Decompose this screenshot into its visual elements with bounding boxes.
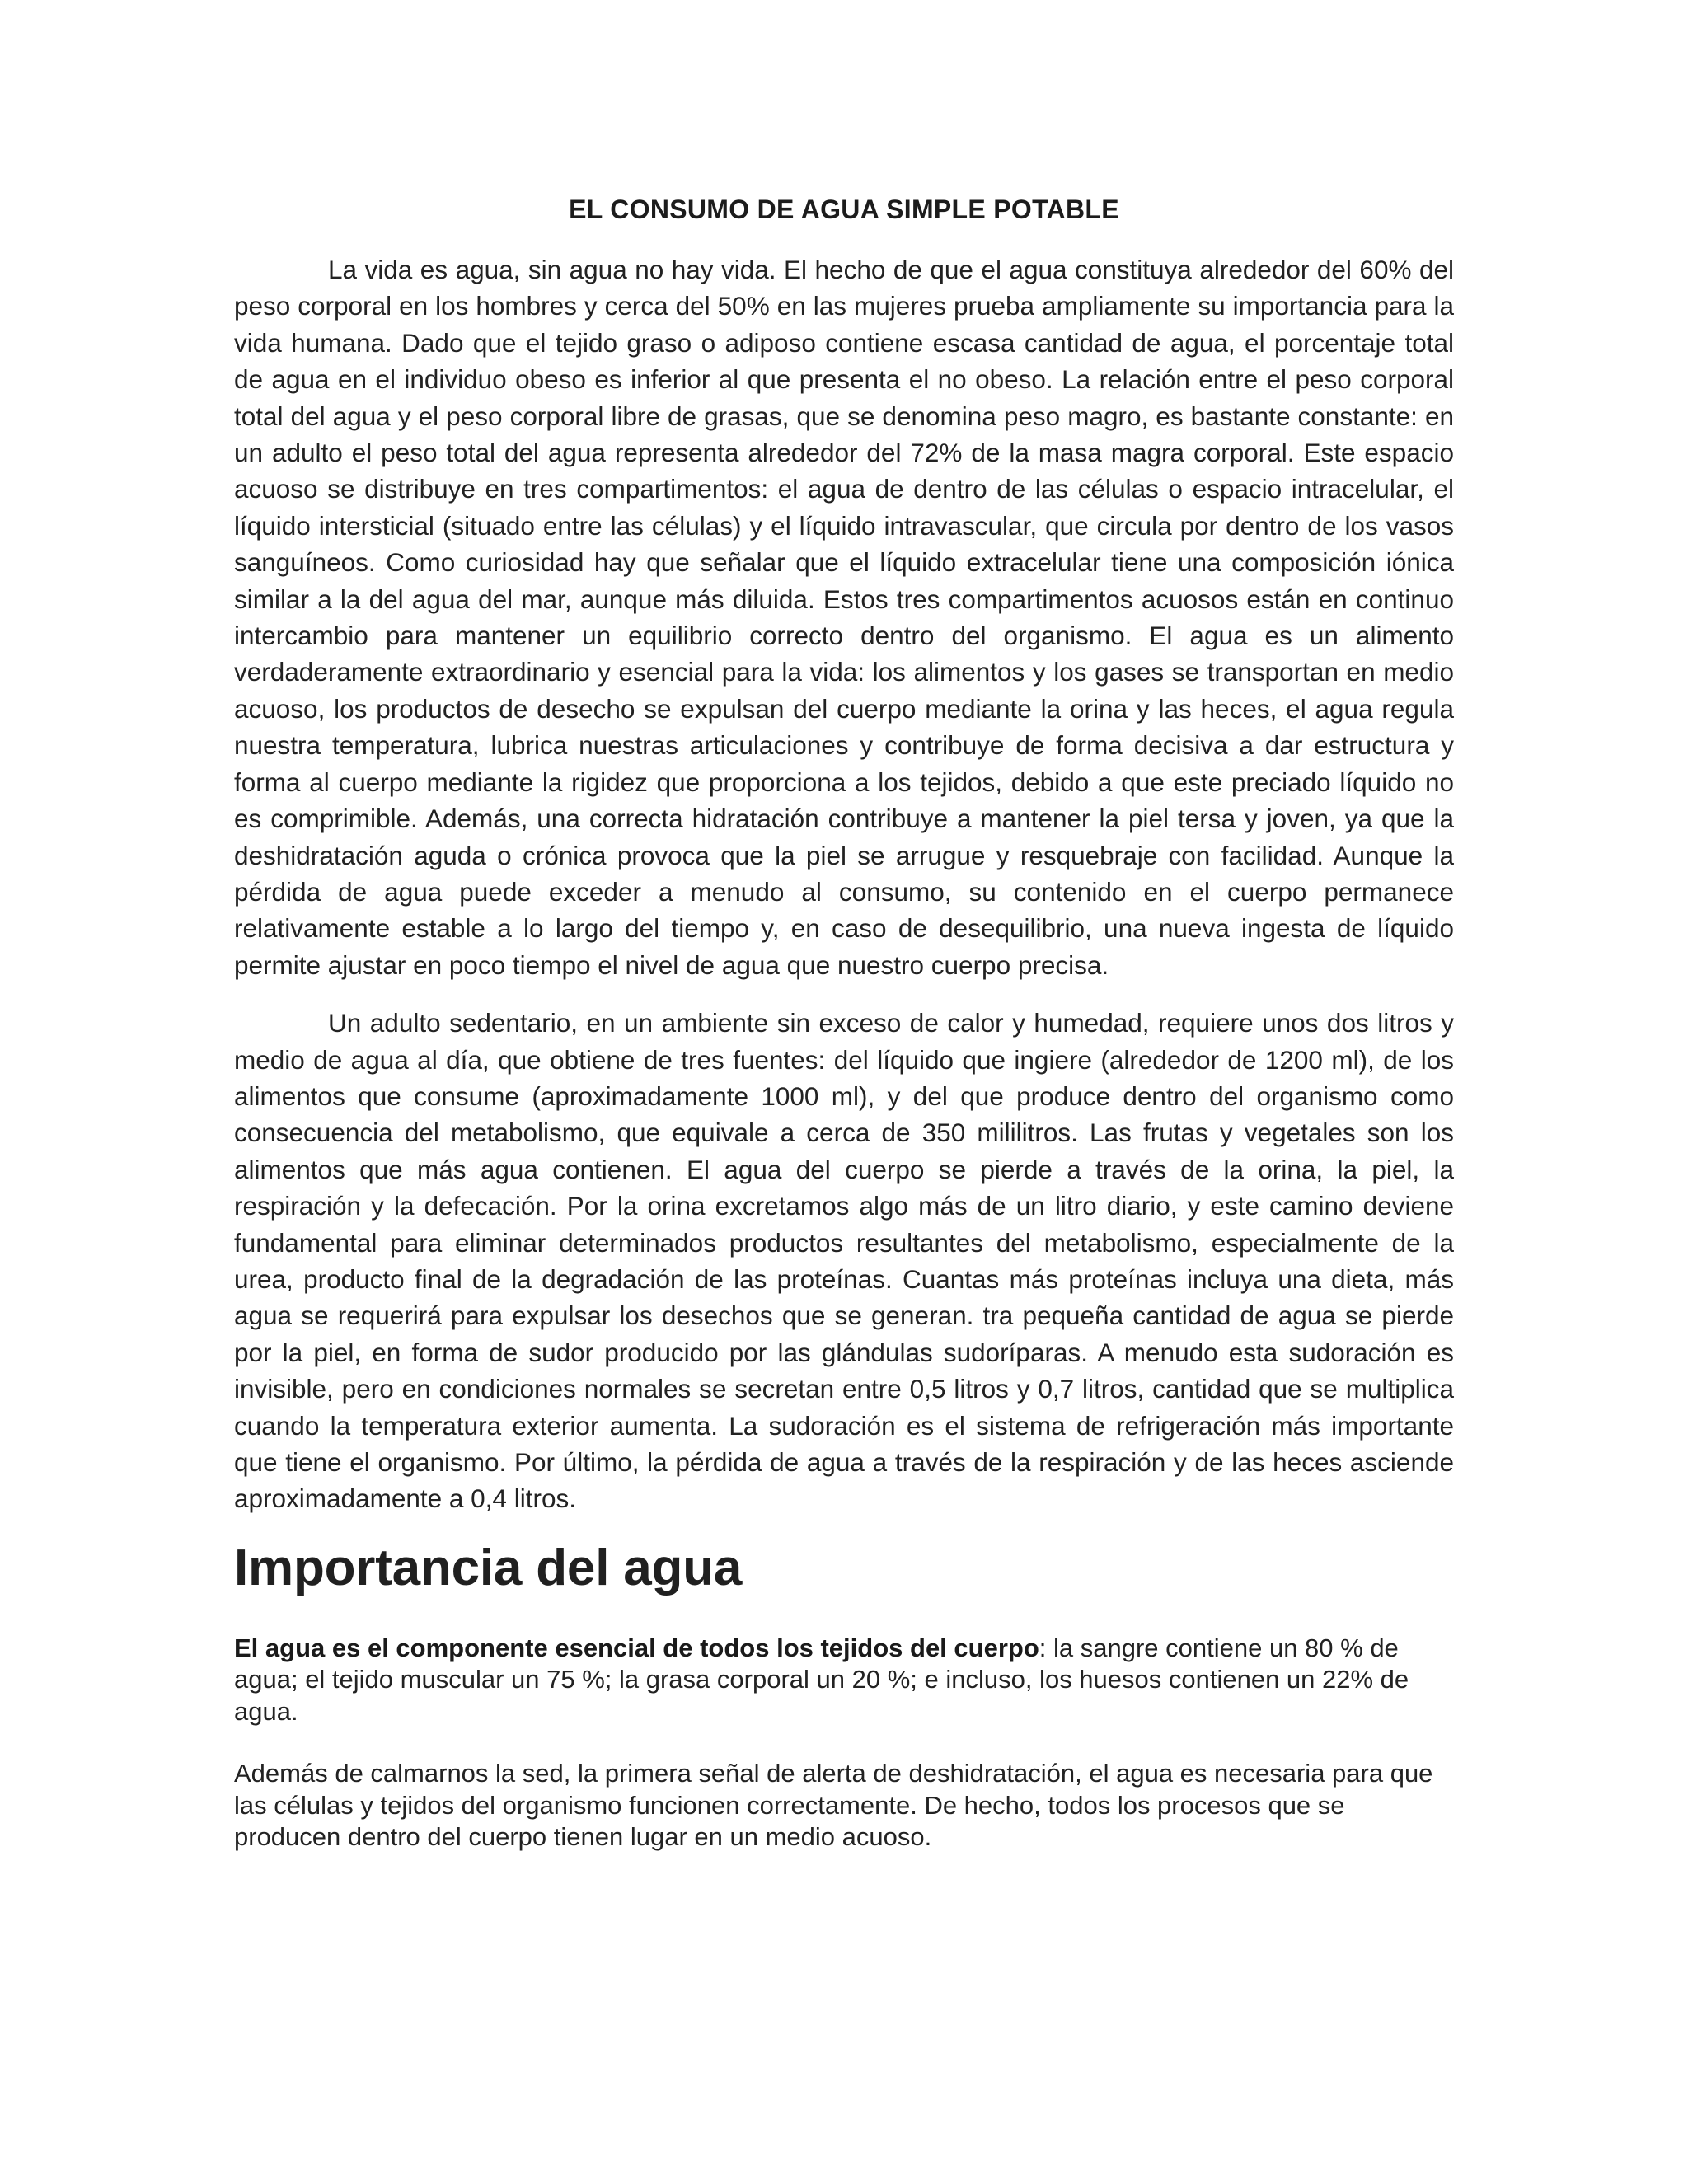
document-title: EL CONSUMO DE AGUA SIMPLE POTABLE [569,194,1119,224]
section-paragraph-1-lead: El agua es el componente esencial de todos los tejidos del cuerpo [234,1633,1039,1662]
section-paragraph-2: Además de calmarnos la sed, la primera señal de alerta de deshidratación, el agua es necesaria para que las células y tejidos del organismo funcionen correctamente. De hecho, todos los procesos que se producen dentro del cuerpo tienen lugar en un medio acuoso. [234,1759,1433,1852]
section-heading: Importancia del agua [234,1539,743,1596]
section-paragraph-1-rest: : la sangre contiene un 80 % de agua; el tejido muscular un 75 %; la grasa corporal un 20 %; e incluso, los huesos contienen un 22% de agua. [234,1633,1409,1726]
section-paragraph-1 [234,1633,1454,1728]
body-paragraph-1: La vida es agua, sin agua no hay vida. El hecho de que el agua constituya alrededor del 60% del peso corporal en los hombres y cerca del 50% en las mujeres prueba ampliamente su importancia para la vida humana. Dado que el tejido graso o adiposo contiene escasa cantidad de agua, el porcentaje total de agua en el individuo obeso es inferior al que presenta el no obeso. La relación entre el peso corporal total del agua y el peso corporal libre de grasas, que se denomina peso magro, es bastante constante: en un adulto el peso total del agua representa alrededor del 72% de la masa magra corporal. Este espacio acuoso se distribuye en tres compartimentos: el agua de dentro de las células o espacio intracelular, el líquido intersticial (situado entre las células) y el líquido intravascular, que circula por dentro de los vasos sanguíneos. Como curiosidad hay que señalar que el líquido extracelular tiene una composición iónica similar a la del agua del mar, aunque más diluida. Estos tres compartimentos acuosos están en continuo intercambio para mantener un equilibrio correcto dentro del organismo. El agua es un alimento verdaderamente extraordinario y esencial para la vida: los alimentos y los gases se transportan en medio acuoso, los productos de desecho se expulsan del cuerpo mediante la orina y las heces, el agua regula nuestra temperatura, lubrica nuestras articulaciones y contribuye de forma decisiva a dar estructura y forma al cuerpo mediante la rigidez que proporciona a los tejidos, debido a que este preciado líquido no es comprimible. Además, una correcta hidratación contribuye a mantener la piel tersa y joven, ya que la deshidratación aguda o crónica provoca que la piel se arrugue y resquebraje con facilidad. Aunque la pérdida de agua puede exceder a menudo al consumo, su contenido en el cuerpo permanece relativamente estable a lo largo del tiempo y, en caso de desequilibrio, una nueva ingesta de líquido permite ajustar en poco tiempo el nivel de agua que nuestro cuerpo precisa. [234,255,1454,980]
document-body [234,190,1454,1854]
body-paragraph-2: Un adulto sedentario, en un ambiente sin exceso de calor y humedad, requiere unos dos litros y medio de agua al día, que obtiene de tres fuentes: del líquido que ingiere (alrededor de 1200 ml), de los alimentos que consume (aproximadamente 1000 ml), y del que produce dentro del organismo como consecuencia del metabolismo, que equivale a cerca de 350 mililitros. Las frutas y vegetales son los alimentos que más agua contienen. El agua del cuerpo se pierde a través de la orina, la piel, la respiración y la defecación. Por la orina excretamos algo más de un litro diario, y este camino deviene fundamental para eliminar determinados productos resultantes del metabolismo, especialmente de la urea, producto final de la degradación de las proteínas. Cuantas más proteínas incluya una dieta, más agua se requerirá para expulsar los desechos que se generan. tra pequeña cantidad de agua se pierde por la piel, en forma de sudor producido por las glándulas sudoríparas. A menudo esta sudoración es invisible, pero en condiciones normales se secretan entre 0,5 litros y 0,7 litros, cantidad que se multiplica cuando la temperatura exterior aumenta. La sudoración es el sistema de refrigeración más importante que tiene el organismo. Por último, la pérdida de agua a través de la respiración y de las heces asciende aproximadamente a 0,4 litros. [234,1008,1454,1514]
